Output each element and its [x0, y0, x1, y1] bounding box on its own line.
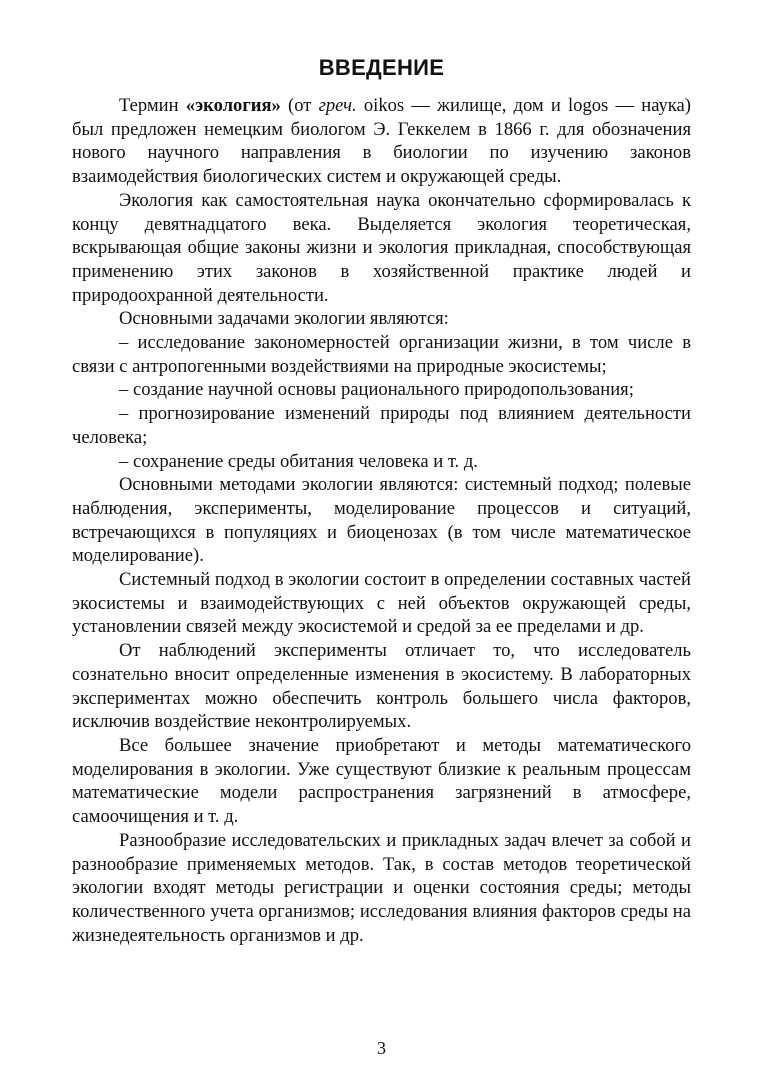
- paragraph-experiments: От наблюдений эксперименты отличает то, что исследователь сознательно вносит определенные изменения в экосистему. В лабораторных экспериментах можно обеспечить контроль большего числа факторов, исключив воздействие неконтролируемых.: [72, 640, 691, 733]
- paragraph-modeling: Все большее значение приобретают и методы математического моделирования в экологии. Уже существуют близкие к реальным процессам математические модели распространения загрязнений в атмосфере, самоочищения и т. д.: [72, 734, 691, 828]
- page-title: ВВЕДЕНИЕ: [318, 55, 445, 80]
- intro-paragraph: [72, 94, 691, 189]
- intro-from-prefix: (от: [280, 95, 319, 116]
- list-item-task-2: – создание научной основы рационального природопользования;: [119, 379, 634, 401]
- intro-term-prefix: Термин: [119, 95, 186, 116]
- paragraph-ecology-science: Экология как самостоятельная наука окончательно сформировалась к концу девятнадцатого века. Выделяется экология теоретическая, вскрывающая общие законы жизни и экология прикладная, способствующая применению этих законов в хозяйственной практике людей и природоохранной деятельности.: [72, 189, 691, 306]
- paragraph-system-approach: Системный подход в экологии состоит в определении составных частей экосистемы и взаимодействующих с ней объектов окружающей среды, установлении связей между экосистемой и средой за ее пределами и др.: [72, 569, 691, 638]
- list-item-task-3: – прогнозирование изменений природы под влиянием деятельности человека;: [72, 403, 691, 448]
- paragraph-diversity: Разнообразие исследовательских и прикладных задач влечет за собой и разнообразие применяемых методов. Так, в состав методов теоретической экологии входят методы регистрации и оценки состояния среды; методы количественного учета организмов; исследования влияния факторов среды на жизнедеятельность организмов и др.: [72, 829, 691, 946]
- intro-term: «экология»: [185, 95, 281, 116]
- intro-rest: oikos — жилище, дом и logos — наука) был предложен немецким биологом Э. Геккелем в 1866 г. для обозначения нового научного направления в биологии по изучению законов взаимодействия биологических систем и окружающей среды.: [72, 95, 691, 188]
- list-item-task-1: – исследование закономерностей организации жизни, в том числе в связи с антропогенными воздействиями на природные экосистемы;: [72, 332, 691, 377]
- list-item-task-4: – сохранение среды обитания человека и т. д.: [119, 450, 478, 472]
- document-page: [72, 52, 691, 947]
- intro-greek-abbr: греч.: [318, 95, 357, 116]
- page-number: 3: [377, 1038, 386, 1058]
- paragraph-methods: Основными методами экологии являются: системный подход; полевые наблюдения, эксперименты, моделирование процессов и ситуаций, встречающихся в популяциях и биоценозах (в том числе математическое моделирование).: [72, 474, 691, 567]
- paragraph-tasks-heading: Основными задачами экологии являются:: [119, 308, 449, 330]
